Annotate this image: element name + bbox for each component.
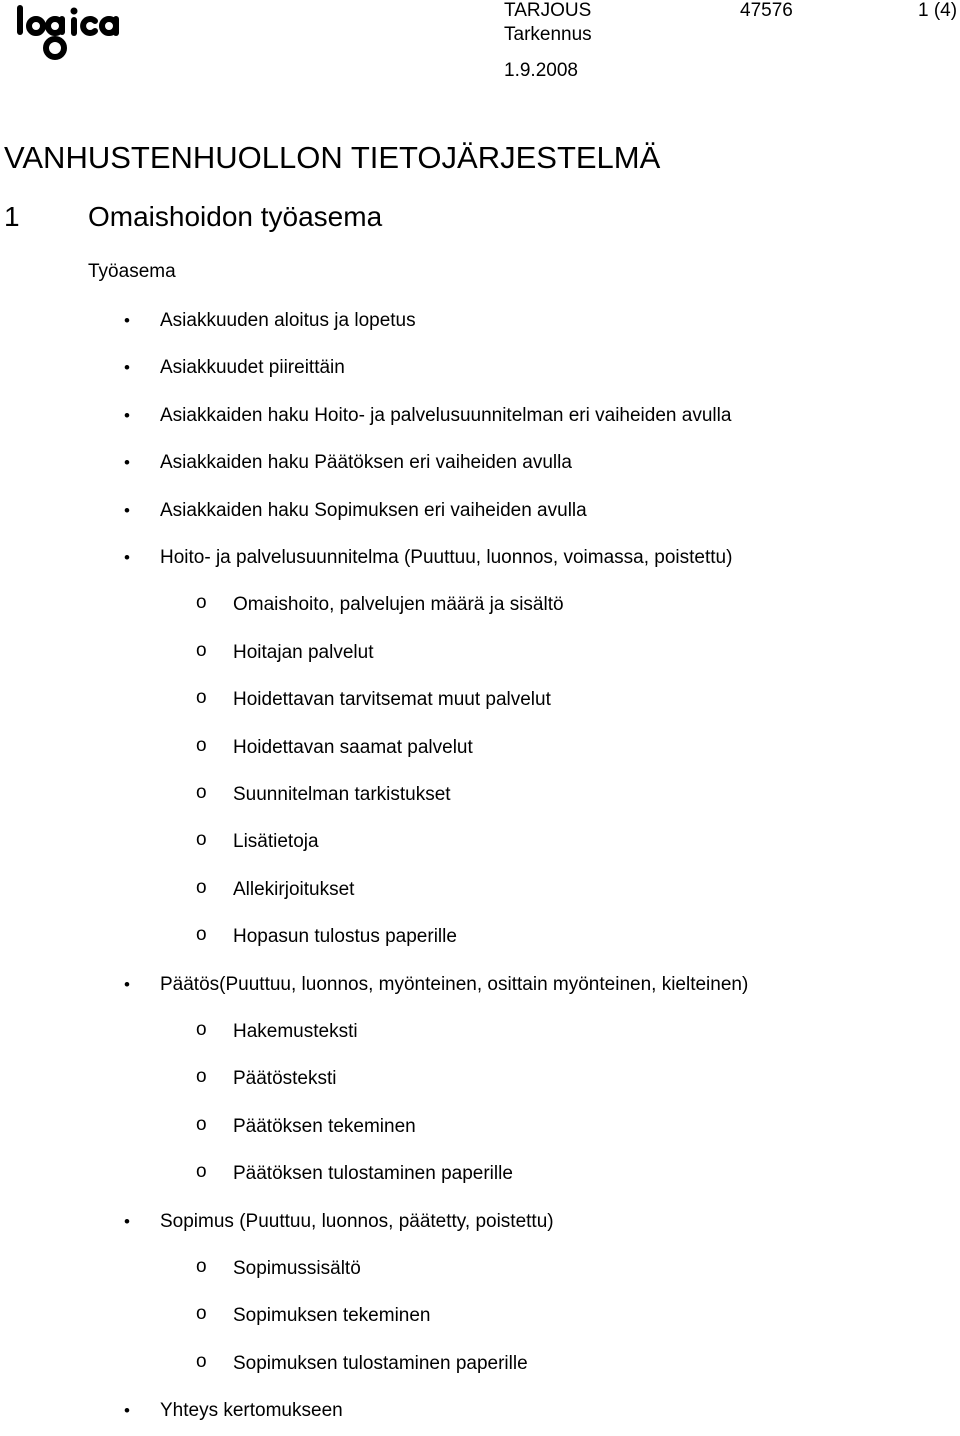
sub-list-item: Päätöksen tekeminen — [233, 1116, 416, 1137]
sub-list-item: Suunnitelman tarkistukset — [233, 784, 451, 805]
list-item: Yhteys kertomukseen — [160, 1400, 343, 1421]
sub-list-bullet: o — [196, 1161, 207, 1182]
list-bullet: • — [124, 358, 130, 377]
list-bullet: • — [124, 501, 130, 520]
list-bullet: • — [124, 1401, 130, 1420]
sub-list-item: Hoidettavan saamat palvelut — [233, 737, 473, 758]
sub-list-bullet: o — [196, 1303, 207, 1324]
sub-list-bullet: o — [196, 735, 207, 756]
sub-list-bullet: o — [196, 640, 207, 661]
sub-list-item: Hopasun tulostus paperille — [233, 926, 457, 947]
logica-logo — [14, 2, 134, 66]
sub-list-bullet: o — [196, 687, 207, 708]
list-bullet: • — [124, 1212, 130, 1231]
list-bullet: • — [124, 453, 130, 472]
sub-list-item: Lisätietoja — [233, 831, 319, 852]
list-item: Asiakkuuden aloitus ja lopetus — [160, 310, 416, 331]
page-number: 1 (4) — [918, 0, 958, 21]
sub-list-item: Hoidettavan tarvitsemat muut palvelut — [233, 689, 551, 710]
sub-list-bullet: o — [196, 924, 207, 945]
sub-list-bullet: o — [196, 1066, 207, 1087]
document-title: VANHUSTENHUOLLON TIETOJÄRJESTELMÄ — [4, 140, 661, 175]
sub-list-bullet: o — [196, 782, 207, 803]
list-bullet: • — [124, 311, 130, 330]
sub-list-bullet: o — [196, 592, 207, 613]
list-item: Asiakkuudet piireittäin — [160, 357, 345, 378]
sub-list-item: Sopimuksen tekeminen — [233, 1305, 431, 1326]
sub-list-item: Omaishoito, palvelujen määrä ja sisältö — [233, 594, 564, 615]
sub-list-item: Sopimuksen tulostaminen paperille — [233, 1353, 528, 1374]
sub-list-bullet: o — [196, 829, 207, 850]
list-item: Asiakkaiden haku Sopimuksen eri vaiheiden avulla — [160, 500, 587, 521]
sub-list-bullet: o — [196, 1256, 207, 1277]
list-bullet: • — [124, 548, 130, 567]
document-number: 47576 — [740, 0, 793, 21]
sub-list-bullet: o — [196, 1019, 207, 1040]
list-item: Asiakkaiden haku Päätöksen eri vaiheiden avulla — [160, 452, 572, 473]
document-subtitle: Tarkennus — [504, 24, 592, 45]
list-item: Hoito- ja palvelusuunnitelma (Puuttuu, luonnos, voimassa, poistettu) — [160, 547, 733, 568]
sub-list-item: Hakemusteksti — [233, 1021, 358, 1042]
list-item: Asiakkaiden haku Hoito- ja palvelusuunnitelman eri vaiheiden avulla — [160, 405, 732, 426]
section-subtitle: Työasema — [88, 261, 176, 282]
document-type: TARJOUS — [504, 0, 592, 21]
list-item: Päätös(Puuttuu, luonnos, myönteinen, osittain myönteinen, kielteinen) — [160, 974, 749, 995]
section-number: 1 — [4, 201, 20, 232]
document-date: 1.9.2008 — [504, 60, 578, 81]
list-bullet: • — [124, 406, 130, 425]
sub-list-item: Allekirjoitukset — [233, 879, 355, 900]
sub-list-bullet: o — [196, 877, 207, 898]
section-title: Omaishoidon työasema — [88, 201, 383, 232]
sub-list-item: Sopimussisältö — [233, 1258, 361, 1279]
sub-list-bullet: o — [196, 1114, 207, 1135]
sub-list-item: Hoitajan palvelut — [233, 642, 374, 663]
sub-list-item: Päätösteksti — [233, 1068, 337, 1089]
sub-list-bullet: o — [196, 1351, 207, 1372]
list-item: Sopimus (Puuttuu, luonnos, päätetty, poistettu) — [160, 1211, 554, 1232]
sub-list-item: Päätöksen tulostaminen paperille — [233, 1163, 513, 1184]
list-bullet: • — [124, 975, 130, 994]
